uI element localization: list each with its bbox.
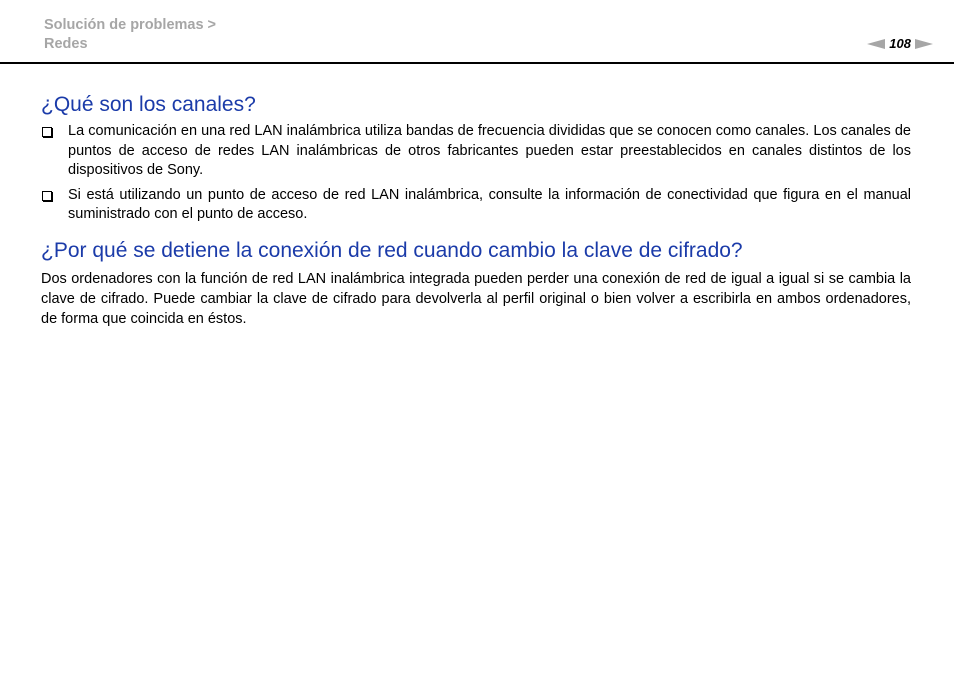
page-navigation <box>867 37 933 51</box>
previous-page-icon[interactable] <box>867 39 885 49</box>
checkbox-bullet-icon <box>42 127 52 137</box>
section-heading-encryption: ¿Por qué se detiene la conexión de red cuando cambio la clave de cifrado? <box>41 238 743 262</box>
channels-bullet-list <box>41 122 911 225</box>
breadcrumb <box>44 16 216 54</box>
section-heading-channels: ¿Qué son los canales? <box>41 93 256 116</box>
header-divider <box>0 62 954 64</box>
list-item <box>41 122 911 181</box>
page-number: 108 <box>889 36 911 51</box>
checkbox-bullet-icon <box>42 191 52 201</box>
breadcrumb-parent[interactable]: Solución de problemas > <box>44 17 217 33</box>
breadcrumb-current: Redes <box>44 36 88 52</box>
list-item <box>41 186 911 225</box>
list-item-text: La comunicación en una red LAN inalámbrica utiliza bandas de frecuencia divididas que se conocen como canales. Los canales de puntos de acceso de redes LAN inalámbricas de otros fabricantes pueden estar preestablecidos en canales distintos de los dispositivos de Sony. <box>68 123 911 178</box>
next-page-icon[interactable] <box>915 39 933 49</box>
encryption-paragraph: Dos ordenadores con la función de red LAN inalámbrica integrada pueden perder una conexión de red de igual a igual si se cambia la clave de cifrado. Puede cambiar la clave de cifrado para devolverla al perfil original o bien volver a escribirla en ambos ordenadores, de forma que coincida en éstos. <box>41 270 911 327</box>
page-content <box>41 92 911 329</box>
list-item-text: Si está utilizando un punto de acceso de red LAN inalámbrica, consulte la información de conectividad que figura en el manual suministrado con el punto de acceso. <box>68 186 911 222</box>
